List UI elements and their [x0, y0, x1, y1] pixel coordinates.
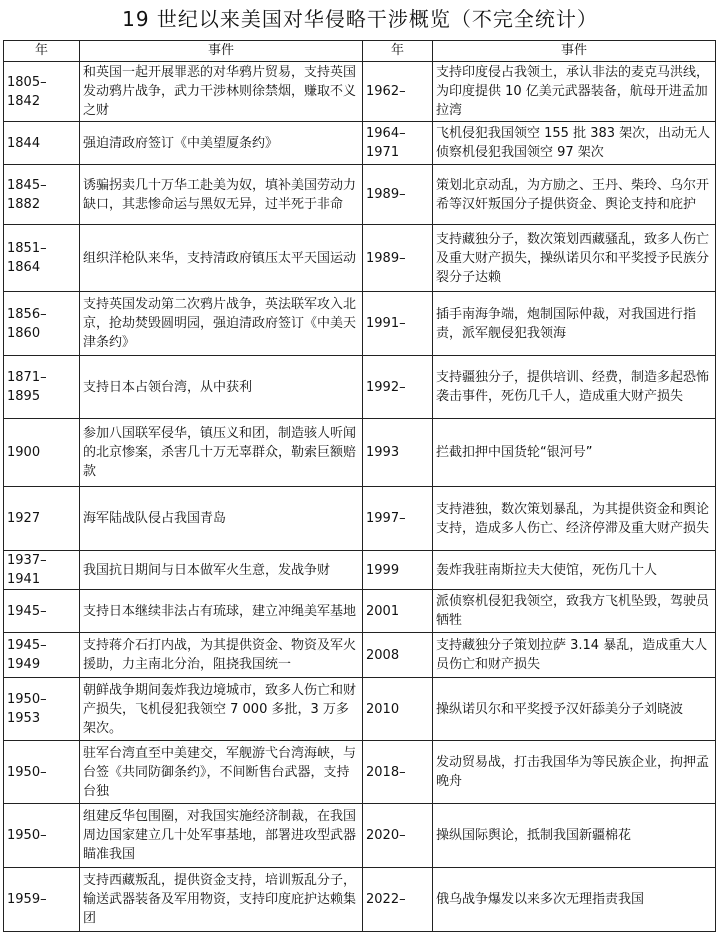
event-right: 派侦察机侵犯我领空，致我方飞机坠毁，驾驶员牺牲	[433, 590, 716, 633]
table-header-row	[4, 41, 716, 62]
year-right: 1989–	[363, 165, 433, 225]
event-left: 支持日本占领台湾，从中获利	[80, 356, 363, 419]
year-left: 1845–1882	[4, 165, 80, 225]
header-event-left: 事件	[80, 41, 363, 62]
event-right: 飞机侵犯我国领空 155 批 383 架次，出动无人侦察机侵犯我国领空 97 架次	[433, 122, 716, 165]
year-left: 1900	[4, 419, 80, 487]
year-right: 2020–	[363, 804, 433, 868]
event-left: 支持英国发动第二次鸦片战争，英法联军攻入北京，抢劫焚毁圆明园，强迫清政府签订《中美天津条约》	[80, 292, 363, 356]
year-right: 1993	[363, 419, 433, 487]
event-right: 支持藏独分子，数次策划西藏骚乱，致多人伤亡及重大财产损失，操纵诺贝尔和平奖授予民族分裂分子达赖	[433, 225, 716, 292]
year-left: 1927	[4, 487, 80, 551]
page-title: 19 世纪以来美国对华侵略干涉概览（不完全统计）	[122, 7, 598, 31]
year-left: 1945–	[4, 590, 80, 633]
event-right: 支持疆独分子，提供培训、经费，制造多起恐怖袭击事件，死伤几千人，造成重大财产损失	[433, 356, 716, 419]
table-row	[4, 419, 716, 487]
table-row	[4, 225, 716, 292]
event-left: 组建反华包围圈，对我国实施经济制裁，在我国周边国家建立几十处军事基地，部署进攻型武器瞄准我国	[80, 804, 363, 868]
year-right: 1991–	[363, 292, 433, 356]
event-right: 策划北京动乱，为方励之、王丹、柴玲、乌尔开希等汉奸叛国分子提供资金、舆论支持和庇护	[433, 165, 716, 225]
event-right: 支持印度侵占我领土，承认非法的麦克马洪线，为印度提供 10 亿美元武器装备，航母开进孟加拉湾	[433, 62, 716, 122]
year-left: 1950–1953	[4, 678, 80, 741]
year-left: 1950–	[4, 741, 80, 804]
header-year-left: 年	[4, 41, 80, 62]
year-left: 1856–1860	[4, 292, 80, 356]
event-left: 我国抗日期间与日本做军火生意，发战争财	[80, 551, 363, 590]
table-row	[4, 678, 716, 741]
year-right: 1962–	[363, 62, 433, 122]
year-left: 1950–	[4, 804, 80, 868]
year-right: 1997–	[363, 487, 433, 551]
event-left: 和英国一起开展罪恶的对华鸦片贸易，支持英国发动鸦片战争，武力干涉林则徐禁烟，赚取不义之财	[80, 62, 363, 122]
year-left: 1844	[4, 122, 80, 165]
event-left: 支持西藏叛乱，提供资金支持，培训叛乱分子，输送武器装备及军用物资，支持印度庇护达赖集团	[80, 868, 363, 932]
event-left: 朝鲜战争期间轰炸我边境城市，致多人伤亡和财产损失，飞机侵犯我领空 7 000 多批，3 万多架次。	[80, 678, 363, 741]
year-left: 1871–1895	[4, 356, 80, 419]
year-right: 1964–1971	[363, 122, 433, 165]
year-right: 1999	[363, 551, 433, 590]
event-left: 支持蒋介石打内战，为其提供资金、物资及军火援助，力主南北分治，阻挠我国统一	[80, 633, 363, 678]
table-row	[4, 165, 716, 225]
event-left: 海军陆战队侵占我国青岛	[80, 487, 363, 551]
event-left: 诱骗拐卖几十万华工赴美为奴，填补美国劳动力缺口，其悲惨命运与黑奴无异，过半死于非命	[80, 165, 363, 225]
table-row	[4, 868, 716, 932]
year-left: 1805–1842	[4, 62, 80, 122]
event-right: 俄乌战争爆发以来多次无理指责我国	[433, 868, 716, 932]
event-left: 参加八国联军侵华，镇压义和团，制造骇人听闻的北京惨案，杀害几十万无辜群众，勒索巨额赔款	[80, 419, 363, 487]
event-right: 插手南海争端，炮制国际仲裁，对我国进行指责，派军舰侵犯我领海	[433, 292, 716, 356]
event-right: 支持藏独分子策划拉萨 3.14 暴乱，造成重大人员伤亡和财产损失	[433, 633, 716, 678]
header-year-right: 年	[363, 41, 433, 62]
year-right: 1992–	[363, 356, 433, 419]
table-row	[4, 122, 716, 165]
event-left: 组织洋枪队来华，支持清政府镇压太平天国运动	[80, 225, 363, 292]
year-right: 2018–	[363, 741, 433, 804]
event-left: 支持日本继续非法占有琉球，建立冲绳美军基地	[80, 590, 363, 633]
year-left: 1937–1941	[4, 551, 80, 590]
table-row	[4, 590, 716, 633]
event-right: 支持港独，数次策划暴乱，为其提供资金和舆论支持，造成多人伤亡、经济停滞及重大财产损失	[433, 487, 716, 551]
year-left: 1945–1949	[4, 633, 80, 678]
table-row	[4, 633, 716, 678]
event-left: 驻军台湾直至中美建交，军舰游弋台湾海峡，与台签《共同防御条约》，不间断售台武器，支持台独	[80, 741, 363, 804]
year-right: 2001	[363, 590, 433, 633]
event-right: 拦截扣押中国货轮“银河号”	[433, 419, 716, 487]
year-right: 2010	[363, 678, 433, 741]
year-right: 1989–	[363, 225, 433, 292]
year-right: 2022–	[363, 868, 433, 932]
table-row	[4, 356, 716, 419]
table-row	[4, 62, 716, 122]
event-right: 轰炸我驻南斯拉夫大使馆，死伤几十人	[433, 551, 716, 590]
events-table	[3, 40, 716, 932]
year-right: 2008	[363, 633, 433, 678]
table-row	[4, 804, 716, 868]
event-right: 发动贸易战，打击我国华为等民族企业，拘押孟晚舟	[433, 741, 716, 804]
event-right: 操纵国际舆论，抵制我国新疆棉花	[433, 804, 716, 868]
table-row	[4, 741, 716, 804]
table-row	[4, 551, 716, 590]
header-event-right: 事件	[433, 41, 716, 62]
event-left: 强迫清政府签订《中美望厦条约》	[80, 122, 363, 165]
table-row	[4, 487, 716, 551]
year-left: 1959–	[4, 868, 80, 932]
table-row	[4, 292, 716, 356]
year-left: 1851–1864	[4, 225, 80, 292]
event-right: 操纵诺贝尔和平奖授予汉奸舔美分子刘晓波	[433, 678, 716, 741]
